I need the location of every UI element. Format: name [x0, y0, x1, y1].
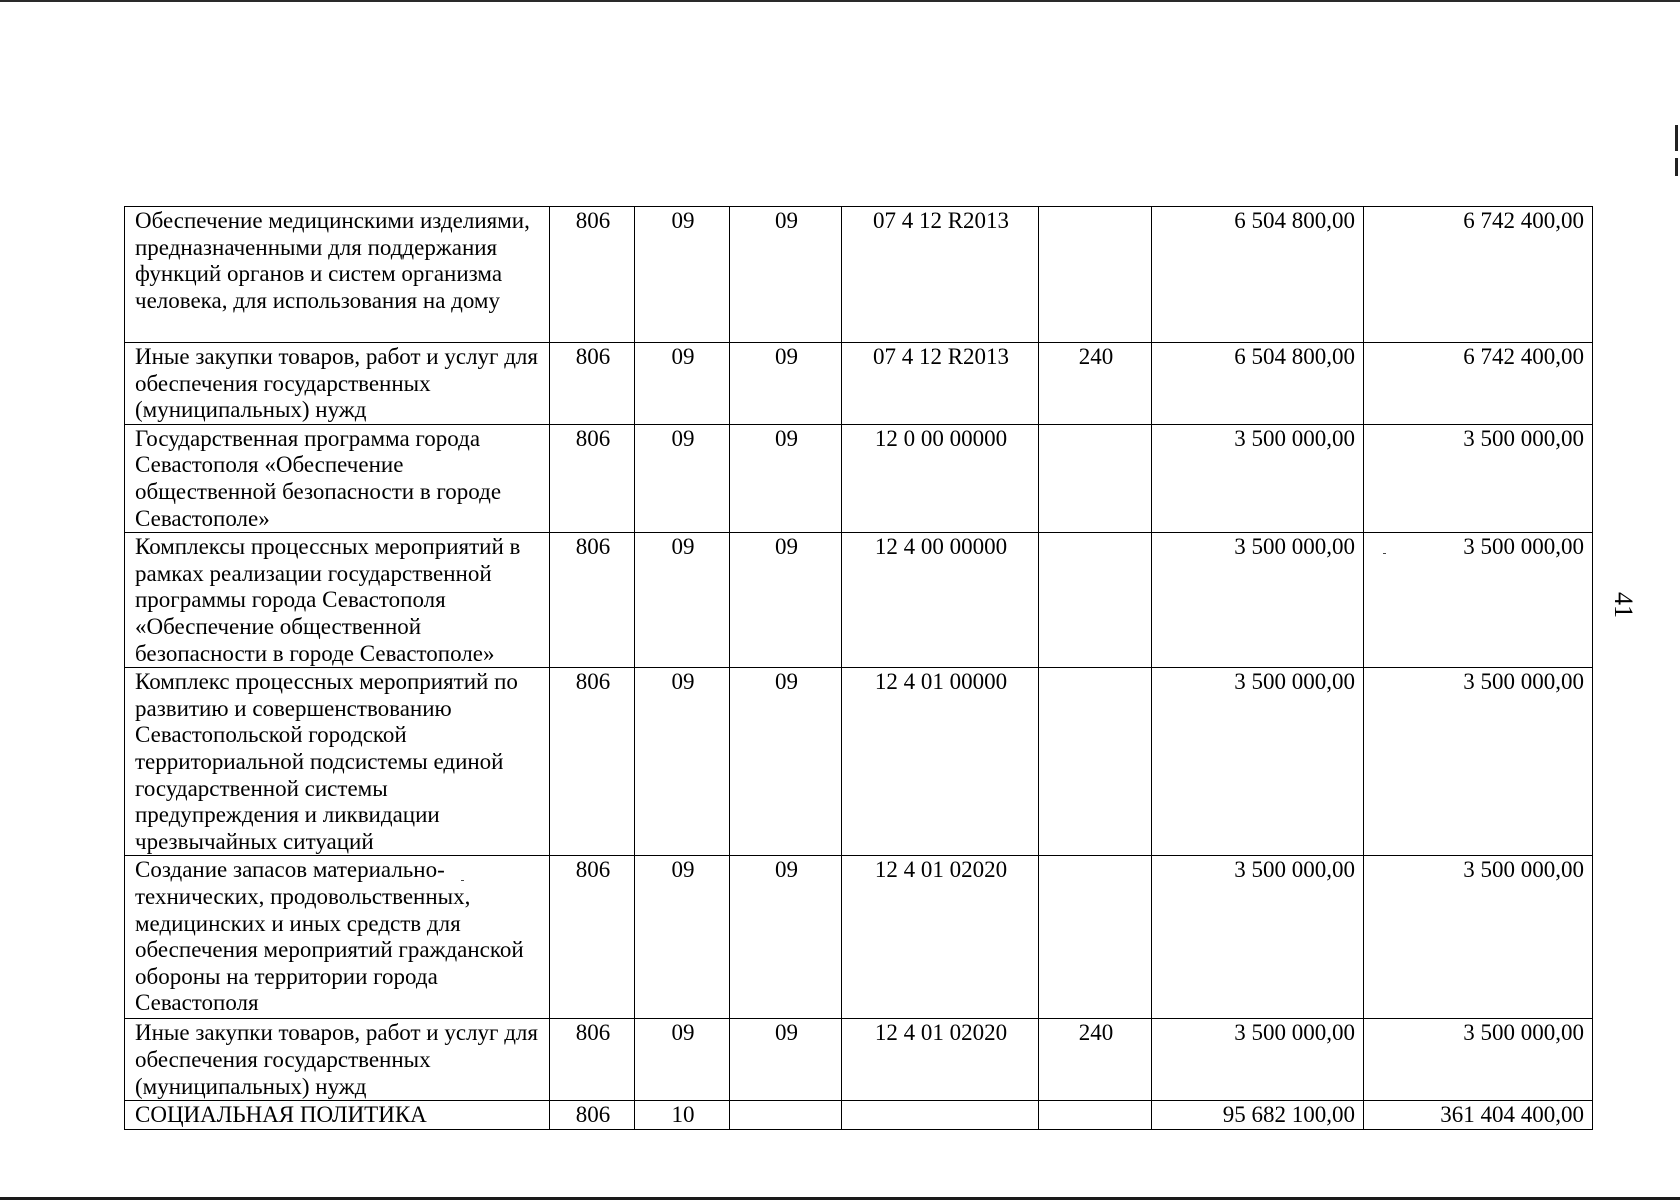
dept-code: 806	[550, 207, 635, 343]
table-row	[125, 1101, 1593, 1130]
row-name: Создание запасов материально-технических, продовольственных, медицинских и иных средств для обеспечения мероприятий гражданской обороны на территории города Севастополя	[125, 856, 550, 1019]
table-row	[125, 856, 1593, 1019]
row-name: Комплекс процессных мероприятий по развитию и совершенствованию Севастопольской городской территориальной подсистемы единой государственной системы предупреждения и ликвидации чрезвычайных ситуаций	[125, 668, 550, 856]
subsection-code: 09	[730, 856, 842, 1019]
target-article-code: 12 4 00 00000	[842, 533, 1039, 668]
expense-type-code: 240	[1039, 343, 1152, 425]
table-row	[125, 668, 1593, 856]
dept-code: 806	[550, 424, 635, 532]
section-code: 09	[635, 856, 730, 1019]
section-code: 09	[635, 533, 730, 668]
subsection-code: 09	[730, 424, 842, 532]
amount-year2: 6 742 400,00	[1364, 343, 1593, 425]
amount-year1: 3 500 000,00	[1152, 533, 1364, 668]
amount-year2: 3 500 000,00	[1364, 424, 1593, 532]
table-row	[125, 207, 1593, 343]
section-code: 09	[635, 424, 730, 532]
row-name: Иные закупки товаров, работ и услуг для обеспечения государственных (муниципальных) нужд	[125, 343, 550, 425]
amount-year2: 3 500 000,00	[1364, 1019, 1593, 1101]
amount-year1: 6 504 800,00	[1152, 343, 1364, 425]
scan-top-edge	[0, 0, 1680, 2]
amount-year1: 3 500 000,00	[1152, 668, 1364, 856]
expense-type-code	[1039, 533, 1152, 668]
table-row	[125, 343, 1593, 425]
expense-type-code	[1039, 856, 1152, 1019]
subsection-code: 09	[730, 343, 842, 425]
section-code: 09	[635, 343, 730, 425]
section-code: 09	[635, 207, 730, 343]
amount-year2: 361 404 400,00	[1364, 1101, 1593, 1130]
section-code: 09	[635, 1019, 730, 1101]
amount-year2: 3 500 000,00	[1364, 856, 1593, 1019]
subsection-code: 09	[730, 207, 842, 343]
amount-year2: 6 742 400,00	[1364, 207, 1593, 343]
dept-code: 806	[550, 1101, 635, 1130]
target-article-code	[842, 1101, 1039, 1130]
table-row	[125, 1019, 1593, 1101]
row-name: Обеспечение медицинскими изделиями, предназначенными для поддержания функций органов и систем организма человека, для использования на дому	[125, 207, 550, 343]
page-number: 41	[1609, 592, 1638, 618]
section-code: 10	[635, 1101, 730, 1130]
target-article-code: 07 4 12 R2013	[842, 343, 1039, 425]
amount-year1: 3 500 000,00	[1152, 856, 1364, 1019]
target-article-code: 12 4 01 02020	[842, 856, 1039, 1019]
row-name: Иные закупки товаров, работ и услуг для обеспечения государственных (муниципальных) нужд	[125, 1019, 550, 1101]
expense-type-code: 240	[1039, 1019, 1152, 1101]
expense-type-code	[1039, 207, 1152, 343]
amount-year1: 95 682 100,00	[1152, 1101, 1364, 1130]
budget-table	[124, 206, 1593, 1130]
target-article-code: 07 4 12 R2013	[842, 207, 1039, 343]
section-code: 09	[635, 668, 730, 856]
amount-year1: 3 500 000,00	[1152, 1019, 1364, 1101]
dept-code: 806	[550, 668, 635, 856]
row-name: СОЦИАЛЬНАЯ ПОЛИТИКА	[125, 1101, 550, 1130]
amount-year2: 3 500 000,00	[1364, 668, 1593, 856]
scan-edge-mark	[1675, 158, 1678, 176]
table-row	[125, 424, 1593, 532]
expense-type-code	[1039, 424, 1152, 532]
dept-code: 806	[550, 533, 635, 668]
target-article-code: 12 0 00 00000	[842, 424, 1039, 532]
subsection-code: 09	[730, 668, 842, 856]
dept-code: 806	[550, 343, 635, 425]
target-article-code: 12 4 01 00000	[842, 668, 1039, 856]
subsection-code: 09	[730, 1019, 842, 1101]
amount-year2: 3 500 000,00	[1364, 533, 1593, 668]
subsection-code: 09	[730, 533, 842, 668]
expense-type-code	[1039, 1101, 1152, 1130]
scan-edge-mark	[1675, 125, 1678, 151]
table-row	[125, 533, 1593, 668]
subsection-code	[730, 1101, 842, 1130]
row-name: Государственная программа города Севастополя «Обеспечение общественной безопасности в городе Севастополе»	[125, 424, 550, 532]
row-name: Комплексы процессных мероприятий в рамках реализации государственной программы города Севастополя «Обеспечение общественной безопасности в городе Севастополе»	[125, 533, 550, 668]
expense-type-code	[1039, 668, 1152, 856]
amount-year1: 6 504 800,00	[1152, 207, 1364, 343]
amount-year1: 3 500 000,00	[1152, 424, 1364, 532]
dept-code: 806	[550, 1019, 635, 1101]
target-article-code: 12 4 01 02020	[842, 1019, 1039, 1101]
dept-code: 806	[550, 856, 635, 1019]
